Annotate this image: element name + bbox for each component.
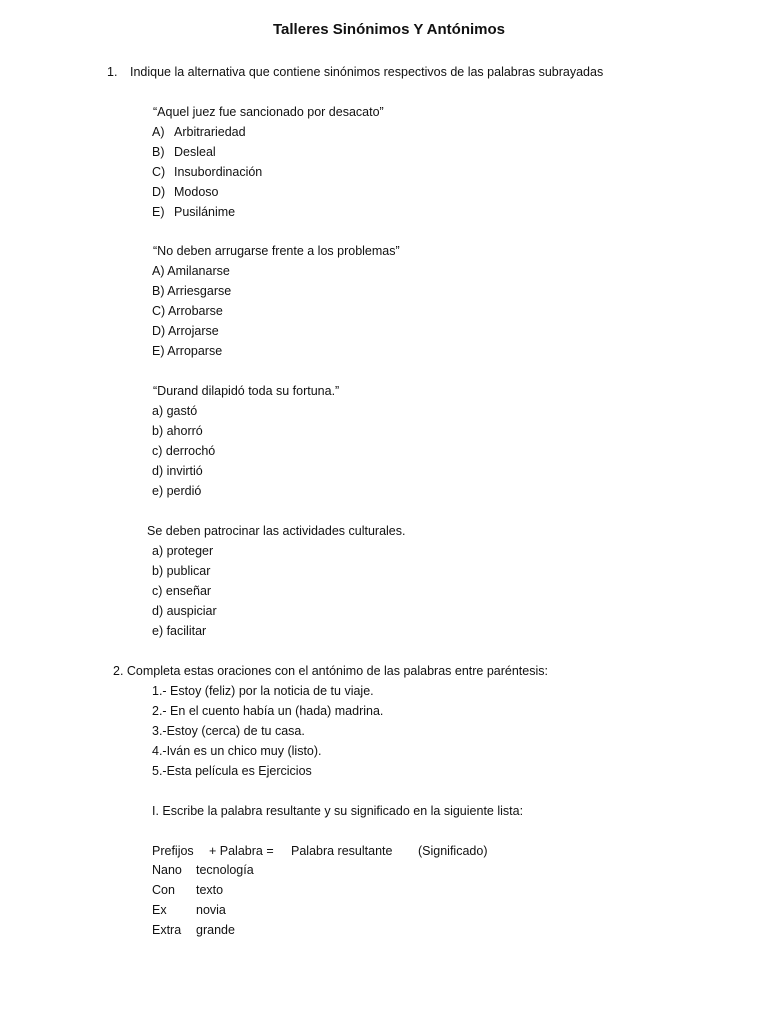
table-row-prefix: Nano [152, 863, 182, 877]
option-letter: C) [152, 165, 166, 179]
option-4d: d) auspiciar [152, 604, 217, 618]
section2-item-2: 2.- En el cuento había un (hada) madrina. [152, 704, 384, 718]
question-4-sentence: Se deben patrocinar las actividades culturales. [147, 524, 406, 538]
option-text: Pusilánime [174, 205, 236, 219]
option-3d: d) invirtió [152, 464, 203, 478]
question-3-sentence: “Durand dilapidó toda su fortuna.” [153, 384, 340, 398]
option-1c [152, 164, 262, 180]
section3-heading: I. Escribe la palabra resultante y su significado en la siguiente lista: [152, 804, 524, 818]
section2-item-3: 3.-Estoy (cerca) de tu casa. [152, 724, 305, 738]
option-4a: a) proteger [152, 544, 214, 558]
option-letter: D) [152, 185, 166, 199]
section2-item-1: 1.- Estoy (feliz) por la noticia de tu viaje. [152, 684, 374, 698]
section1-instruction: Indique la alternativa que contiene sinónimos respectivos de las palabras subrayadas [130, 65, 604, 79]
option-letter: B) [152, 145, 165, 159]
option-letter: E) [152, 205, 165, 219]
section1-number: 1. [107, 65, 118, 79]
table-header-resultante: Palabra resultante [291, 844, 393, 858]
table-header-prefijos: Prefijos [152, 844, 194, 858]
table-row-prefix: Ex [152, 903, 167, 917]
table-row-word: tecnología [196, 863, 254, 877]
question-2-sentence: “No deben arrugarse frente a los problemas” [153, 244, 400, 258]
option-letter: A) [152, 125, 165, 139]
section2-item-5: 5.-Esta película es Ejercicios [152, 764, 312, 778]
option-2e: E) Arroparse [152, 344, 223, 358]
table-row-word: texto [196, 883, 224, 897]
option-text: Insubordinación [174, 165, 263, 179]
option-3a: a) gastó [152, 404, 198, 418]
page-title: Talleres Sinónimos Y Antónimos [273, 21, 505, 38]
option-3b: b) ahorró [152, 424, 203, 438]
option-1e [152, 204, 235, 220]
table-header-palabra: + Palabra = [209, 844, 274, 858]
option-4b: b) publicar [152, 564, 211, 578]
option-1b [152, 144, 216, 160]
section2-item-4: 4.-Iván es un chico muy (listo). [152, 744, 322, 758]
question-1-sentence: “Aquel juez fue sancionado por desacato” [153, 105, 384, 119]
option-2b: B) Arriesgarse [152, 284, 232, 298]
option-text: Arbitrariedad [174, 125, 246, 139]
option-text: Desleal [174, 145, 216, 159]
table-header-significado: (Significado) [418, 844, 488, 858]
table-row-prefix: Extra [152, 923, 182, 937]
section2-heading: 2. Completa estas oraciones con el antónimo de las palabras entre paréntesis: [113, 664, 548, 678]
option-2d: D) Arrojarse [152, 324, 219, 338]
table-row-prefix: Con [152, 883, 175, 897]
table-row-word: grande [196, 923, 235, 937]
table-row-word: novia [196, 903, 226, 917]
option-2c: C) Arrobarse [152, 304, 223, 318]
option-text: Modoso [174, 185, 219, 199]
option-1d [152, 184, 218, 200]
option-4c: c) enseñar [152, 584, 212, 598]
option-4e: e) facilitar [152, 624, 207, 638]
option-3e: e) perdió [152, 484, 202, 498]
option-2a: A) Amilanarse [152, 264, 230, 278]
option-3c: c) derrochó [152, 444, 216, 458]
option-1a [152, 124, 246, 140]
